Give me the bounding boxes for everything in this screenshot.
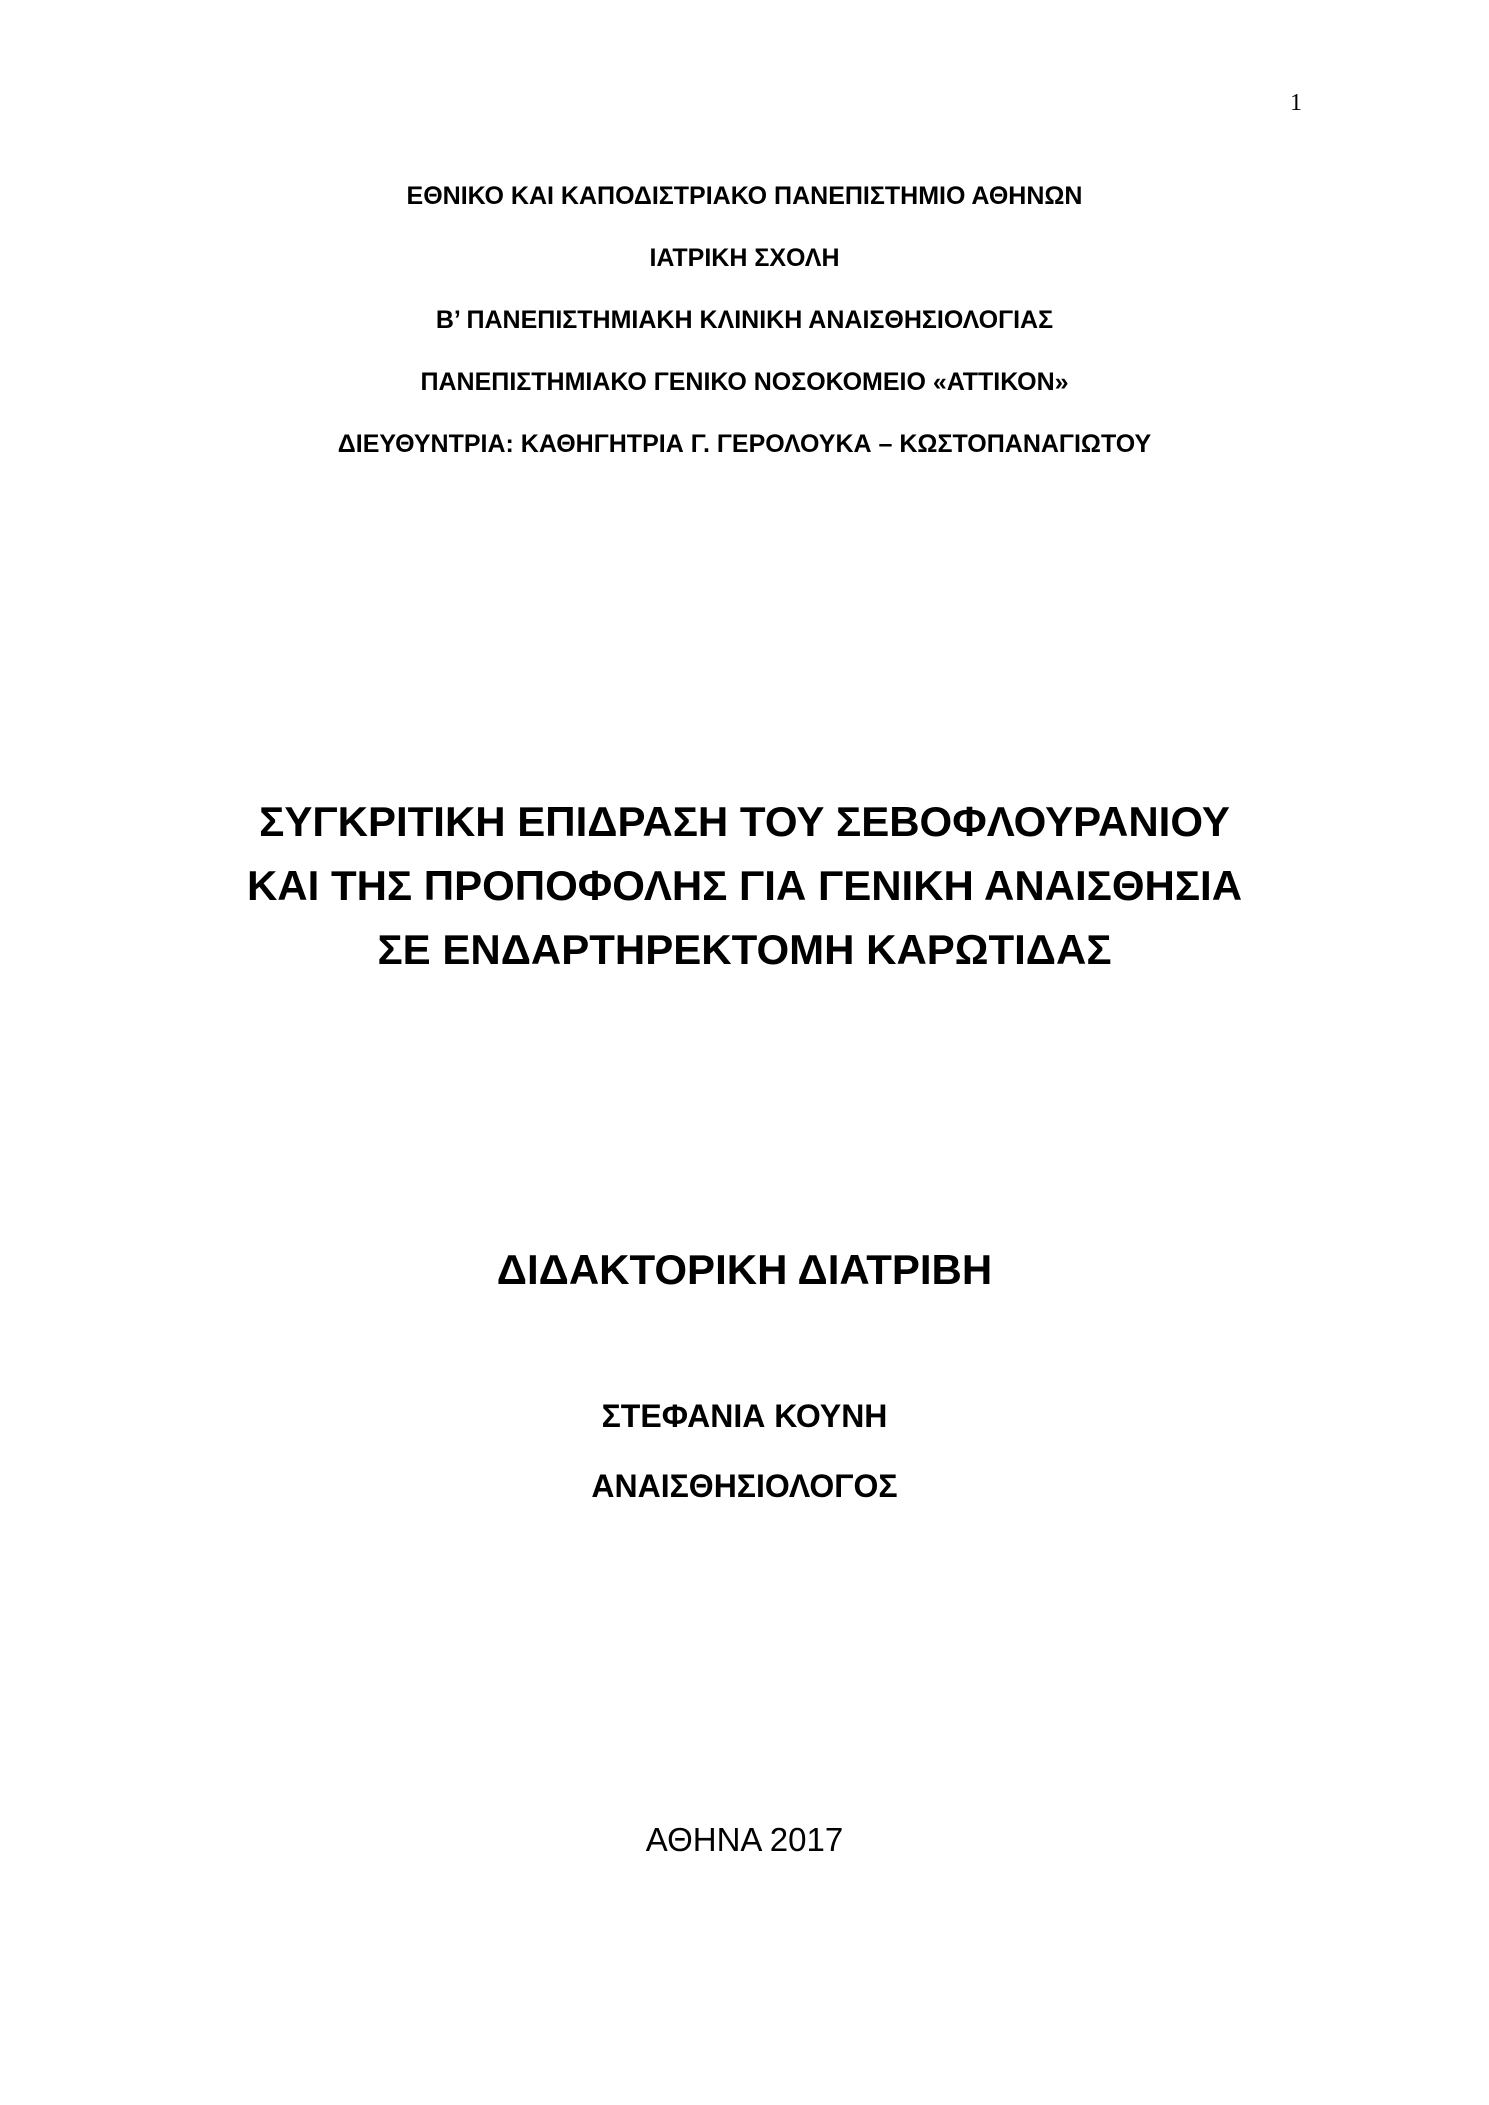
document-type: ΔΙΔΑΚΤΟΡΙΚΗ ΔΙΑΤΡΙΒΗ <box>496 1246 993 1293</box>
author-name: ΣΤΕΦΑΝΙΑ ΚΟΥΝΗ <box>601 1398 888 1434</box>
thesis-title-line-1: ΣΥΓΚΡΙΤΙΚΗ ΕΠΙΔΡΑΣΗ ΤΟΥ ΣΕΒΟΦΛΟΥΡΑΝΙΟΥ <box>259 798 1230 845</box>
school-name: ΙΑΤΡΙΚΗ ΣΧΟΛΗ <box>649 244 840 272</box>
place-date: ΑΘΗΝΑ 2017 <box>645 1821 844 1858</box>
hospital-name: ΠΑΝΕΠΙΣΤΗΜΙΑΚΟ ΓΕΝΙΚΟ ΝΟΣΟΚΟΜΕΙΟ «ΑΤΤΙΚΟΝ» <box>420 368 1069 396</box>
director-line: ΔΙΕΥΘΥΝΤΡΙΑ: ΚΑΘΗΓΗΤΡΙΑ Γ. ΓΕΡΟΛΟΥΚΑ – ΚΩΣΤΟΠΑΝΑΓΙΩΤΟΥ <box>337 430 1152 458</box>
clinic-name: Β’ ΠΑΝΕΠΙΣΤΗΜΙΑΚΗ ΚΛΙΝΙΚΗ ΑΝΑΙΣΘΗΣΙΟΛΟΓΙΑΣ <box>435 306 1054 334</box>
thesis-title <box>0 790 1489 982</box>
thesis-title-line-3: ΣΕ ΕΝΔΑΡΤΗΡΕΚΤΟΜΗ ΚΑΡΩΤΙΔΑΣ <box>377 926 1112 973</box>
university-name: ΕΘΝΙΚΟ ΚΑΙ ΚΑΠΟΔΙΣΤΡΙΑΚΟ ΠΑΝΕΠΙΣΤΗΜΙΟ ΑΘΗΝΩΝ <box>406 182 1083 210</box>
thesis-title-line-2: ΚΑΙ ΤΗΣ ΠΡΟΠΟΦΟΛΗΣ ΓΙΑ ΓΕΝΙΚΗ ΑΝΑΙΣΘΗΣΙΑ <box>246 862 1243 909</box>
page-number: 1 <box>1290 90 1302 116</box>
author-specialty: ΑΝΑΙΣΘΗΣΙΟΛΟΓΟΣ <box>591 1468 898 1504</box>
